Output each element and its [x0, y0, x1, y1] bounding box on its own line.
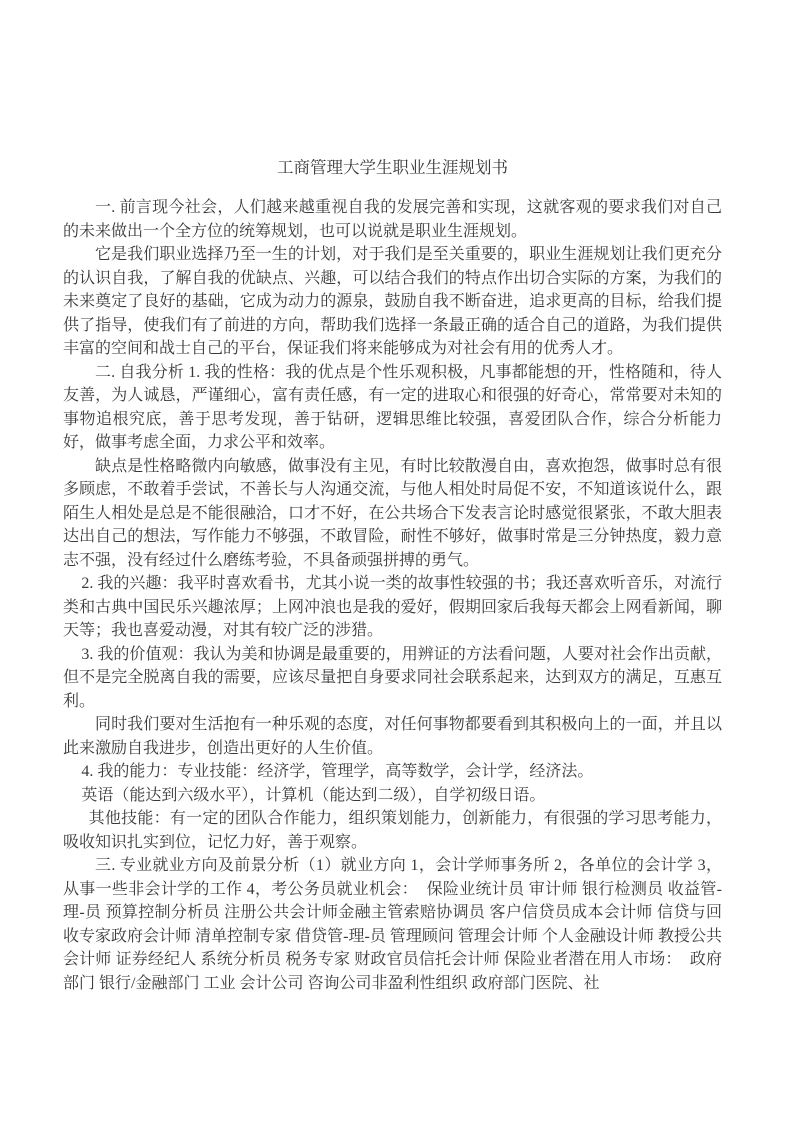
paragraph-preface: 一. 前言现今社会，人们越来越重视自我的发展完善和实现，这就客观的要求我们对自己的未来做出一个全方位的统筹规划，也可以说就是职业生涯规划。: [63, 199, 722, 240]
document-title: 工商管理大学生职业生涯规划书: [277, 158, 508, 177]
paragraph-languages: 英语（能达到六级水平），计算机（能达到二级），自学初级日语。: [81, 786, 546, 804]
paragraph-plan-importance: 它是我们职业选择乃至一生的计划，对于我们是至关重要的，职业生涯规划让我们更充分的认识自我，了解自我的优缺点、兴趣，可以结合我们的特点作出切合实际的方案，为我们的未来奠定了良好的基础，它成为动力的源泉，鼓励自我不断奋进，追求更高的目标，给我们提供了指导，使我们有了前进的方向，帮助我们选择一条最正确的适合自己的道路，为我们提供丰富的空间和战士自己的平台，保证我们将来能够成为对社会有用的优秀人才。: [63, 246, 722, 357]
paragraph-abilities: 4. 我的能力：专业技能：经济学，管理学，高等数学，会计学，经济法。: [81, 763, 594, 780]
paragraph-optimism: 同时我们要对生活抱有一种乐观的态度，对任何事物都要看到其积极向上的一面，并且以此来激励自我进步，创造出更好的人生价值。: [63, 716, 722, 757]
paragraph-career-prospects: 三. 专业就业方向及前景分析（1）就业方向 1，会计学师事务所 2，各单位的会计学 3，从事一些非会计学的工作 4，考公务员就业机会： 保险业统计员 审计师 银行检测员 收益管-理-员 预算控制分析员 注册公共会计师金融主管索赔协调员 客户信贷员成本会计师 信贷与回收专家政府会计师 清单控制专家 借贷管-理-员 管理顾问 管理会计师 个人金融设计师 教授公共会计师 证券经纪人 系统分析员 税务专家 财政官员信托会计师 保险业者潜在用人市场： 政府部门 银行/金融部门 工业 会计公司 咨询公司非盈利性组织 政府部门医院、社: [63, 857, 722, 992]
paragraph-weaknesses: 缺点是性格略微内向敏感，做事没有主见，有时比较散漫自由，喜欢抱怨，做事时总有很多顾虑，不敢着手尝试，不善长与人沟通交流，与他人相处时局促不安，不知道该说什么，跟陌生人相处是总是不能很融洽，口才不好，在公共场合下发表言论时感觉很紧张，不敢大胆表达出自己的想法，写作能力不够强，不敢冒险，耐性不够好，做事时常是三分钟热度，毅力意志不强，没有经过什么磨练考验，不具备顽强拼搏的勇气。: [63, 457, 722, 569]
document-content: [0, 156, 793, 995]
paragraph-values: 3. 我的价值观：我认为美和协调是最重要的，用辨证的方法看问题，人要对社会作出贡献，但不是完全脱离自我的需要，应该尽量把自身要求同社会联系起来，达到双方的满足，互惠互利。: [63, 645, 722, 710]
paragraph-interests: 2. 我的兴趣：我平时喜欢看书，尤其小说一类的故事性较强的书；我还喜欢听音乐，对流行类和古典中国民乐兴趣浓厚；上网冲浪也是我的爱好，假期回家后我每天都会上网看新闻，聊天等；我也喜爱动漫，对其有较广泛的涉猎。: [63, 575, 722, 639]
paragraph-self-analysis-personality: 二. 自我分析 1. 我的性格：我的优点是个性乐观积极，凡事都能想的开，性格随和，待人友善，为人诚恳，严谨细心，富有责任感，有一定的进取心和很强的好奇心，常常要对未知的事物追根究底，善于思考发现，善于钻研，逻辑思维比较强，喜爱团队合作，综合分析能力好，做事考虑全面，力求公平和效率。: [63, 363, 722, 451]
paragraph-other-skills: 其他技能：有一定的团队合作能力，组织策划能力，创新能力，有很强的学习思考能力，吸收知识扎实到位，记忆力好，善于观察。: [63, 810, 722, 851]
